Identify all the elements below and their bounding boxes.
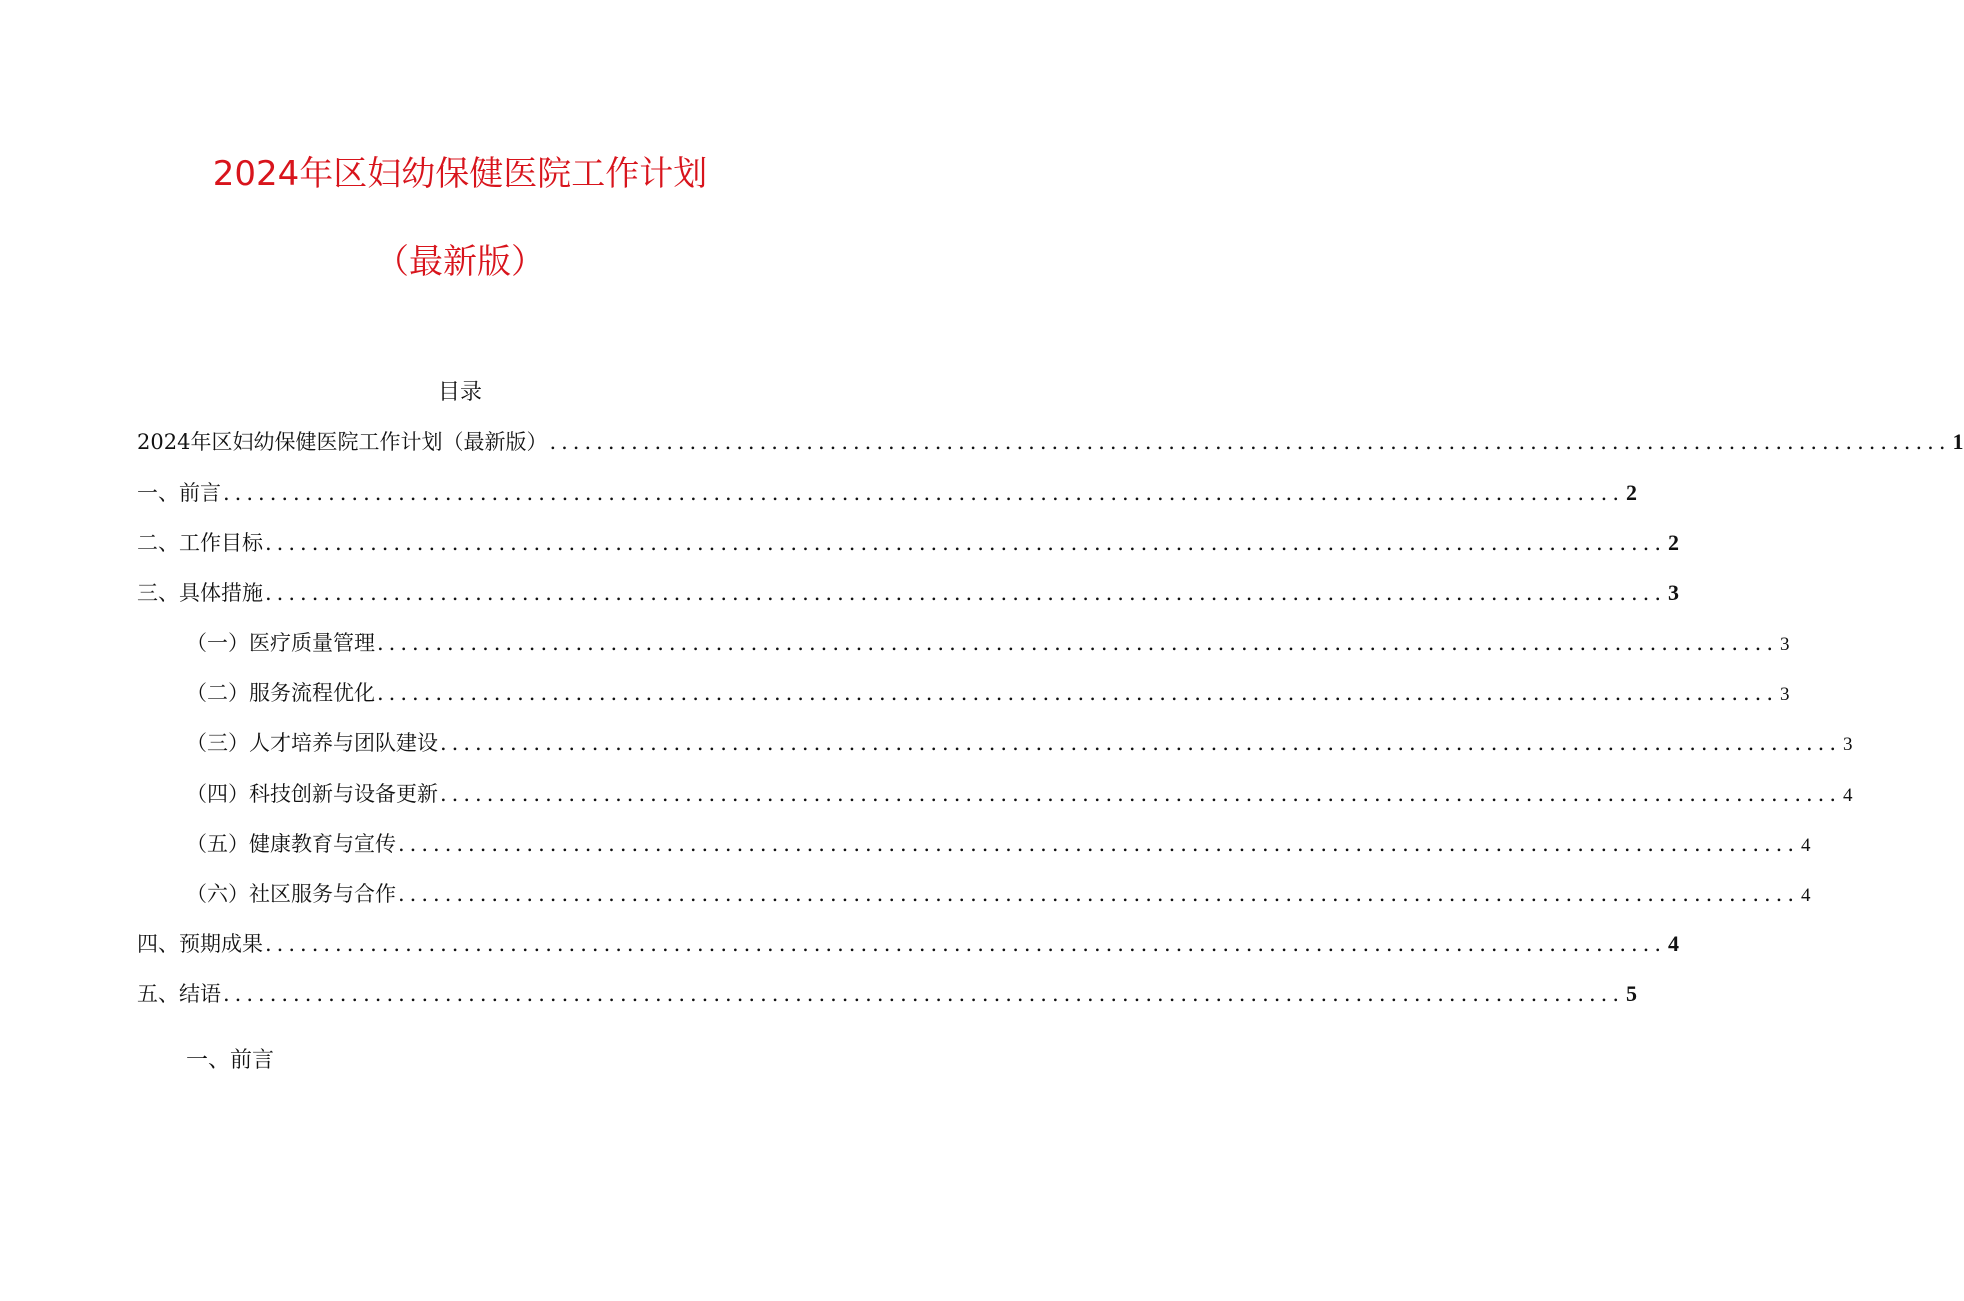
toc-entry-label: 三、具体措施	[137, 581, 263, 605]
toc-entry-label: （三）人才培养与团队建设	[186, 731, 438, 755]
toc-entry-page-number: 3	[1780, 684, 1790, 705]
toc-dot-leader: ........................................................................................................................	[223, 982, 1625, 1006]
toc-entry-label: 五、结语	[137, 982, 221, 1006]
toc-entry[interactable]	[137, 477, 1638, 507]
toc-entry[interactable]	[137, 527, 1680, 557]
toc-entry[interactable]	[186, 627, 1790, 657]
toc-entry[interactable]	[186, 878, 1811, 908]
document-title: 2024年区妇幼保健医院工作计划	[212, 154, 708, 194]
toc-entry-label: （五）健康教育与宣传	[186, 832, 396, 856]
toc-entry-label: （六）社区服务与合作	[186, 882, 396, 906]
toc-entry-label: （四）科技创新与设备更新	[186, 782, 438, 806]
toc-entry-page-number: 2	[1626, 480, 1638, 505]
toc-dot-leader: ........................................................................................................................	[223, 481, 1625, 505]
toc-entry[interactable]	[137, 577, 1680, 607]
toc-entry-page-number: 4	[1843, 785, 1853, 806]
toc-entry-label: 四、预期成果	[137, 932, 263, 956]
toc-entry-label: 一、前言	[137, 481, 221, 505]
toc-entry-page-number: 3	[1843, 734, 1853, 755]
toc-entry[interactable]	[137, 978, 1638, 1008]
toc-entry-page-number: 5	[1626, 981, 1638, 1006]
toc-entry[interactable]	[137, 426, 1964, 456]
toc-dot-leader: ........................................................................................................................	[377, 681, 1779, 705]
toc-heading: 目录	[437, 380, 482, 405]
toc-dot-leader: ........................................................................................................................	[398, 882, 1800, 906]
toc-dot-leader: ........................................................................................................................	[265, 932, 1667, 956]
toc-dot-leader: ........................................................................................................................	[377, 631, 1779, 655]
toc-entry-label: （二）服务流程优化	[186, 681, 375, 705]
toc-entry-label: 2024年区妇幼保健医院工作计划（最新版）	[137, 430, 548, 454]
toc-entry-page-number: 4	[1801, 835, 1811, 856]
toc-entry[interactable]	[186, 828, 1811, 858]
toc-entry[interactable]	[186, 677, 1790, 707]
toc-dot-leader: ........................................................................................................................	[440, 782, 1842, 806]
toc-entry-page-number: 3	[1780, 634, 1790, 655]
toc-dot-leader: ........................................................................................................................	[265, 531, 1667, 555]
toc-entry-page-number: 4	[1668, 931, 1680, 956]
toc-entry-page-number: 4	[1801, 885, 1811, 906]
toc-entry[interactable]	[186, 727, 1853, 757]
toc-dot-leader: ........................................................................................................................	[398, 832, 1800, 856]
section-heading: 一、前言	[186, 1048, 275, 1073]
toc-dot-leader: ........................................................................................................................	[549, 430, 1951, 454]
toc-entry[interactable]	[186, 778, 1853, 808]
toc-dot-leader: ........................................................................................................................	[440, 731, 1842, 755]
toc-dot-leader: ........................................................................................................................	[265, 581, 1667, 605]
toc-entry-page-number: 2	[1668, 530, 1680, 555]
document-subtitle: （最新版）	[375, 242, 545, 282]
toc-entry[interactable]	[137, 928, 1680, 958]
toc-entry-label: （一）医疗质量管理	[186, 631, 375, 655]
toc-entry-label: 二、工作目标	[137, 531, 263, 555]
toc-entry-page-number: 3	[1668, 580, 1680, 605]
toc-entry-page-number: 1	[1952, 429, 1964, 454]
